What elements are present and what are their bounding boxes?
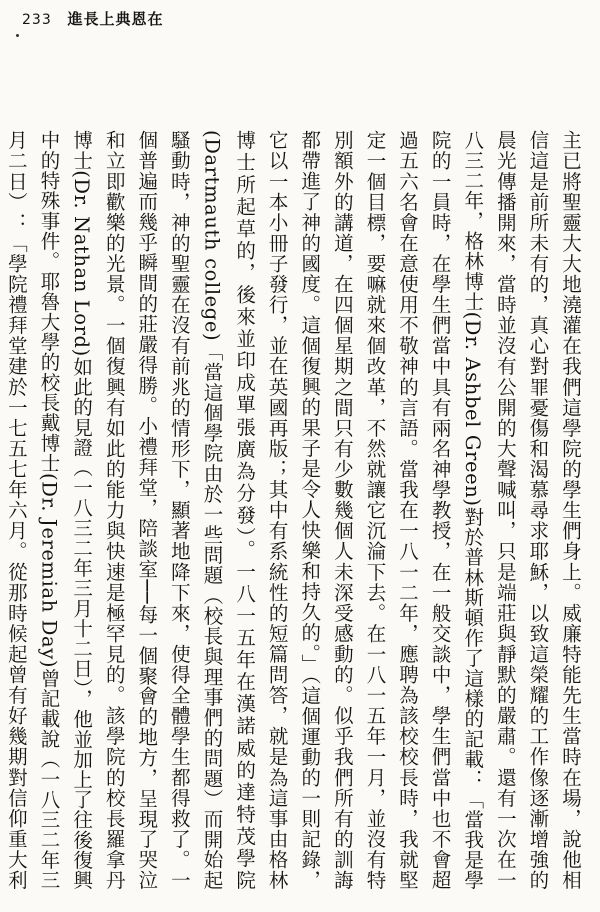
- running-title: 進長上典恩在: [67, 10, 164, 28]
- page-header: [22, 8, 164, 29]
- print-speck: [16, 34, 19, 37]
- page-number: 233: [22, 12, 52, 28]
- paragraph: 主已將聖靈大大地澆灌在我們這學院的學生們身上。威廉特能先生當時在場，說他相信這是前所未有的，真心對罪憂傷和渴慕尋求耶穌，以致這榮耀的工作像逐漸增強的晨光傳播開來，當時並沒有公開的大聲喊叫，只是端莊與靜默的嚴肅。還有一次在一八三二年，格林博士(Dr. Ashbel Green)對於普林斯頓作了這樣的記載：「當我是學院的一員時，在學生們當中具有兩名神學教授，在一般交談中，學生們當中也不會超過五六名會在意使用不敬神的言語。當我在一八一二年，應聘為該校校長時，我就堅定一個目標，要嘛就來個改革，不然就讓它沉淪下去。在一八一五年一月，並沒有特別額外的講道，在四個星期之間只有少數幾個人未深受感動的。似乎我們所有的訓誨都帶進了神的國度。這個復興的果子是令人快樂和持久的。」（這個運動的一則記錄，它以一本小冊子發行，並在英國再版；其中有系統性的短篇問答，就是為這事由格林博士所起草的，後來並印成單張廣為分發）。一八一五年在漢諾威的達特茂學院(Dartmauth college)「當這個學院由於一些問題（校長與理事們的問題）而開始起騷動時，神的聖靈在沒有前兆的情形下，顯著地降下來，使得全體學生都得救了。一個普遍而幾乎瞬間的莊嚴得勝。小禮拜堂，陪談室──每一個聚會的地方，呈現了哭泣和立即歡樂的光景。一個復興有如此的能力與快速是極罕見的。該學院的校長羅拿丹博士(Dr. Nathan Lord)如此的見證（一八三二年三月十二日），他並加上了往後復興中的特殊事件。耶魯大學的校長戴博士(Dr. Jeremiah Day)曾記載說（一八三二年三月二日）：「學院禮拜堂建於一七五七年六月。從那時候起曾有好幾期對信仰重大利: [4, 130, 582, 890]
- vertical-body-text: [4, 130, 586, 890]
